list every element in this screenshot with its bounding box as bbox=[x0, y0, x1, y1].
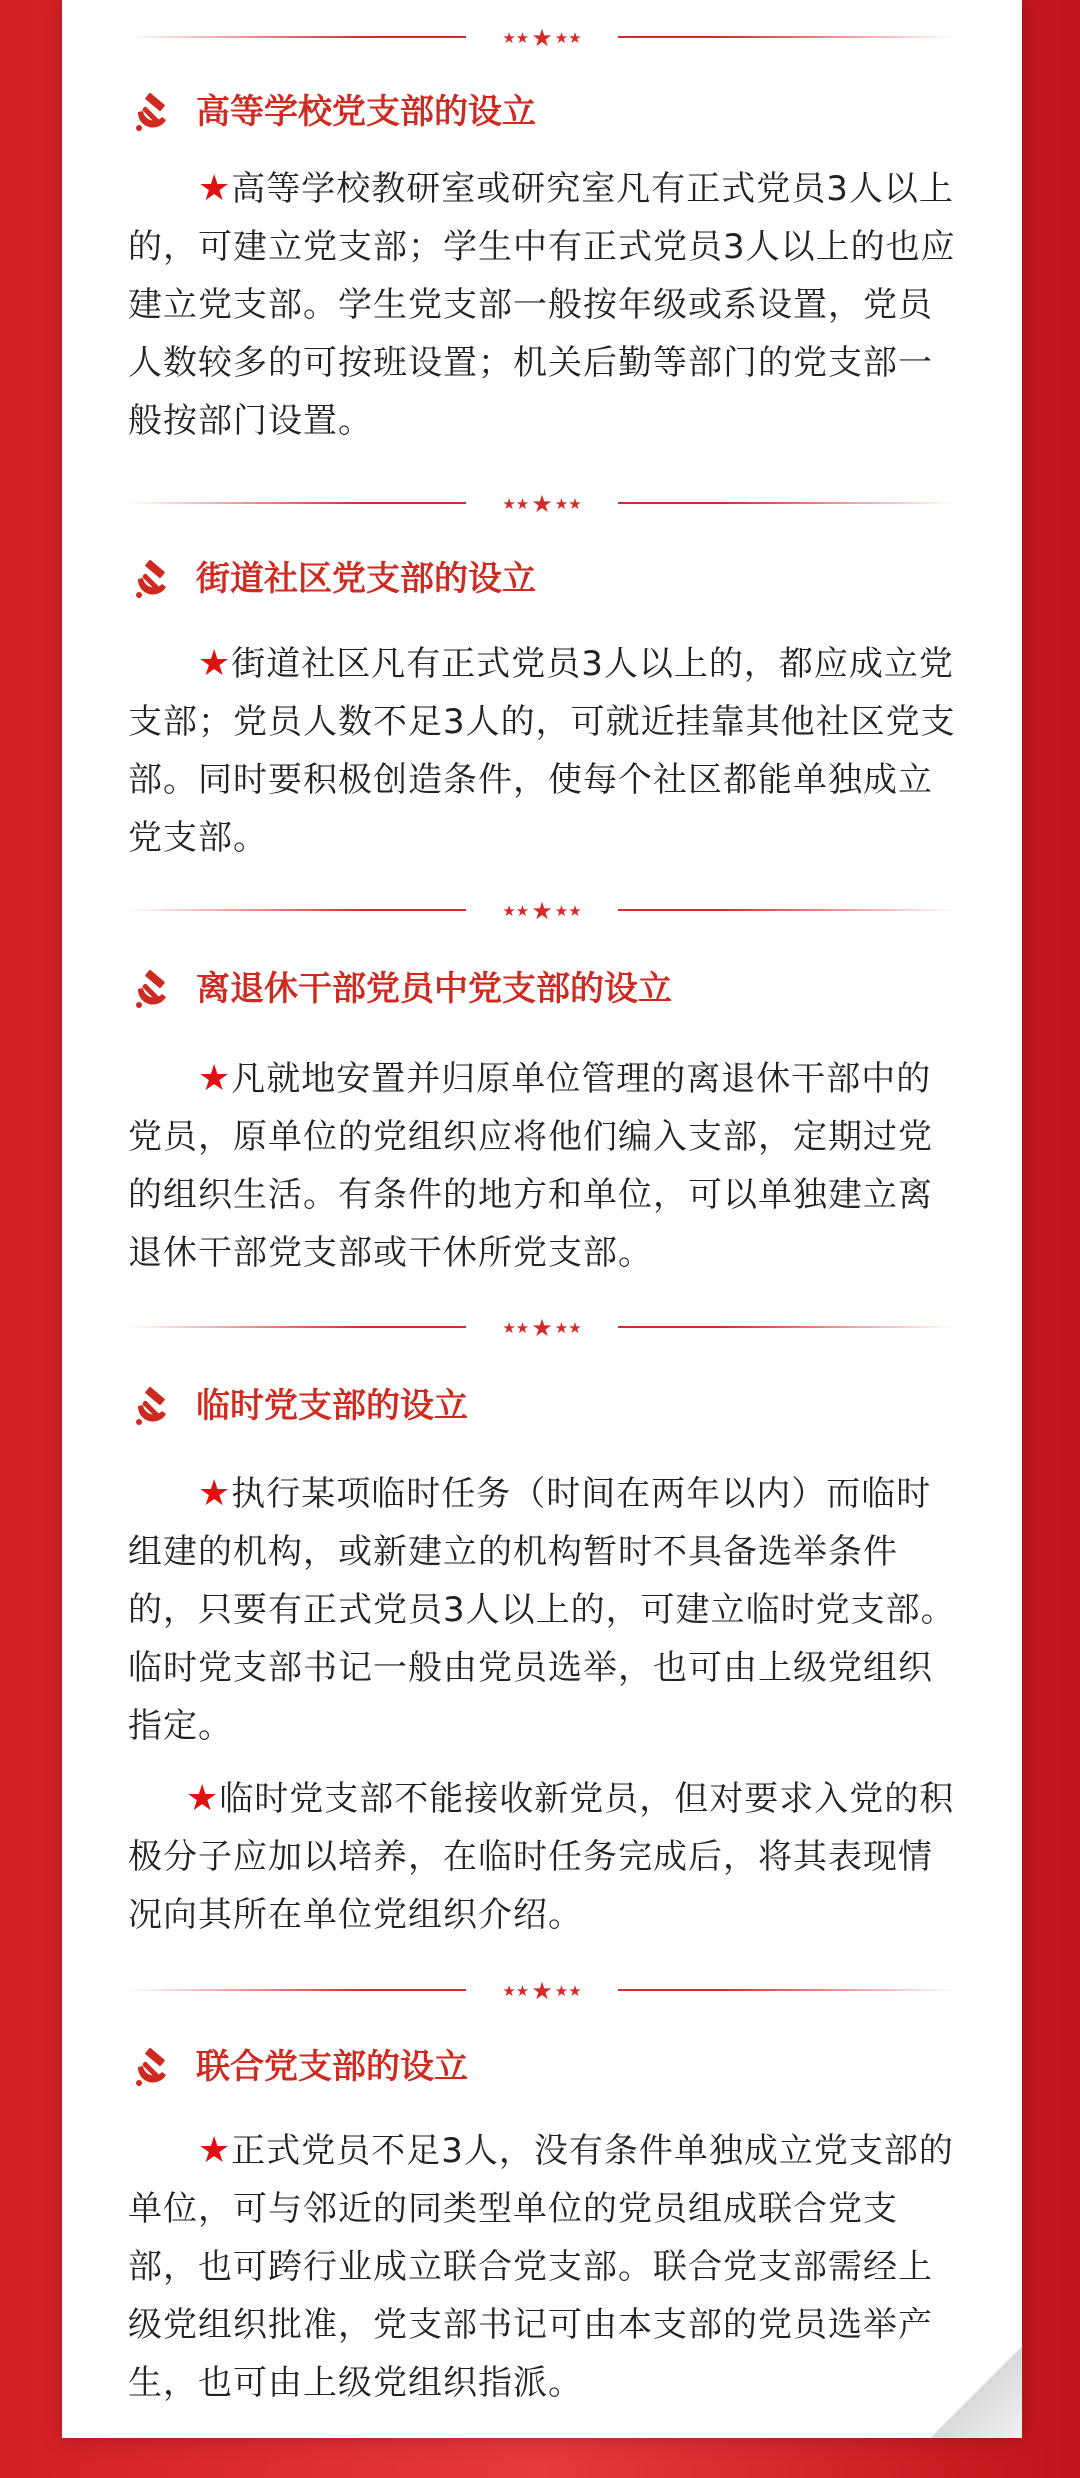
five-stars-icon: ★★★ ★★ bbox=[502, 489, 582, 518]
five-stars-icon: ★★★ ★★ bbox=[502, 896, 582, 925]
section-title: 联合党支部的设立 bbox=[196, 2047, 468, 2087]
section-paragraph: ★正式党员不足3人，没有条件单独成立党支部的单位，可与邻近的同类型单位的党员组成联合党支部，也可跨行业成立联合党支部。联合党支部需经上级党组织批准，党支部书记可由本支部的党员选举产生，也可由上级党组织指派。 bbox=[128, 2130, 954, 2403]
page-curl-corner bbox=[932, 2348, 1022, 2438]
red-star-icon: ★ bbox=[186, 1778, 220, 1819]
red-star-icon: ★ bbox=[198, 1473, 232, 1514]
section-title: 街道社区党支部的设立 bbox=[196, 559, 536, 599]
hammer-sickle-icon bbox=[130, 90, 174, 134]
stars-divider bbox=[128, 1312, 956, 1342]
five-stars-icon: ★★★ ★★ bbox=[502, 1976, 582, 2005]
section-heading bbox=[130, 555, 930, 603]
document-sheet bbox=[62, 0, 1022, 2438]
section-heading bbox=[130, 88, 930, 136]
five-stars-icon: ★★★ ★★ bbox=[502, 1313, 582, 1342]
red-star-icon: ★ bbox=[198, 168, 232, 209]
stars-divider bbox=[128, 22, 956, 52]
section-heading bbox=[130, 965, 930, 1013]
section-paragraph: ★街道社区凡有正式党员3人以上的，都应成立党支部；党员人数不足3人的，可就近挂靠其他社区党支部。同时要积极创造条件，使每个社区都能单独成立党支部。 bbox=[128, 643, 956, 858]
section-heading bbox=[130, 2043, 930, 2091]
stars-divider bbox=[128, 488, 956, 518]
section-paragraph: ★执行某项临时任务（时间在两年以内）而临时组建的机构，或新建立的机构暂时不具备选举条件的，只要有正式党员3人以上的，可建立临时党支部。临时党支部书记一般由党员选举，也可由上级党组织指定。 bbox=[128, 1473, 956, 1746]
stars-divider bbox=[128, 895, 956, 925]
hammer-sickle-icon bbox=[130, 557, 174, 601]
red-star-icon: ★ bbox=[198, 2130, 232, 2171]
section-title: 高等学校党支部的设立 bbox=[196, 92, 536, 132]
section-title: 离退休干部党员中党支部的设立 bbox=[196, 969, 672, 1009]
section-heading bbox=[130, 1382, 930, 1430]
section-paragraph: ★临时党支部不能接收新党员，但对要求入党的积极分子应加以培养，在临时任务完成后，将其表现情况向其所在单位党组织介绍。 bbox=[128, 1778, 955, 1935]
stars-divider bbox=[128, 1975, 956, 2005]
hammer-sickle-icon bbox=[130, 967, 174, 1011]
section-title: 临时党支部的设立 bbox=[196, 1386, 468, 1426]
red-star-icon: ★ bbox=[198, 1058, 232, 1099]
hammer-sickle-icon bbox=[130, 1384, 174, 1428]
five-stars-icon: ★★★ ★★ bbox=[502, 23, 582, 52]
hammer-sickle-icon bbox=[130, 2045, 174, 2089]
section-paragraph: ★高等学校教研室或研究室凡有正式党员3人以上的，可建立党支部；学生中有正式党员3人以上的也应建立党支部。学生党支部一般按年级或系设置，党员人数较多的可按班设置；机关后勤等部门的党支部一般按部门设置。 bbox=[128, 168, 956, 441]
red-star-icon: ★ bbox=[198, 643, 232, 684]
section-paragraph: ★凡就地安置并归原单位管理的离退休干部中的党员，原单位的党组织应将他们编入支部，定期过党的组织生活。有条件的地方和单位，可以单独建立离退休干部党支部或干休所党支部。 bbox=[128, 1058, 933, 1273]
